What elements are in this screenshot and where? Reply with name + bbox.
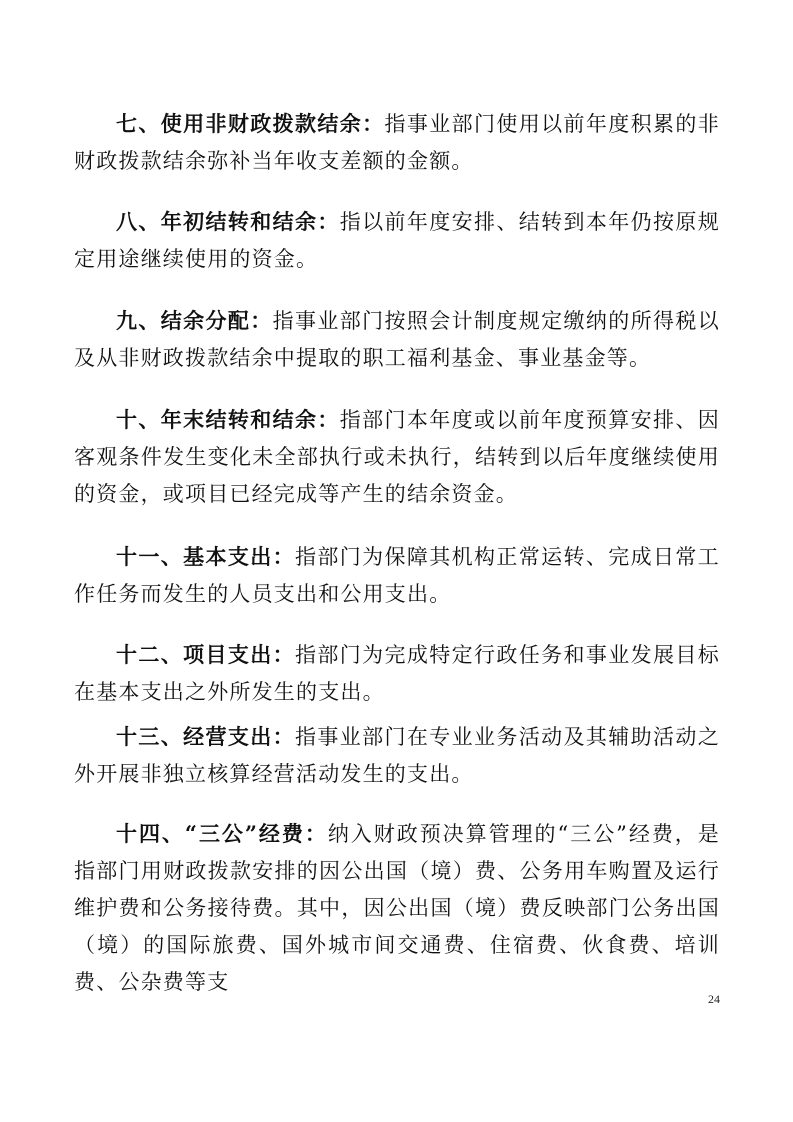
term-definition: 指部门为完成特定行政任务和事业发展目标在基本支出之外所发生的支出。	[74, 643, 720, 704]
paragraph-item-13	[74, 718, 720, 793]
term-heading: 十一、基本支出：	[116, 544, 296, 569]
term-definition: 指部门为保障其机构正常运转、完成日常工作任务而发生的人员支出和公用支出。	[74, 545, 720, 606]
paragraph-item-12	[74, 636, 720, 711]
term-heading: 十四、“三公”经费：	[116, 821, 328, 846]
term-definition: 指事业部门在专业业务活动及其辅助活动之外开展非独立核算经营活动发生的支出。	[74, 725, 720, 786]
term-definition: 指事业部门使用以前年度积累的非财政拨款结余弥补当年收支差额的金额。	[74, 112, 721, 173]
paragraph-item-11	[74, 538, 720, 613]
page-number: 24	[708, 992, 720, 1006]
term-definition: 指部门本年度或以前年度预算安排、因客观条件发生变化未全部执行或未执行，结转到以后年度继续使用的资金，或项目已经完成等产生的结余资金。	[74, 408, 721, 506]
term-heading: 十三、经营支出：	[116, 724, 296, 749]
term-heading: 十、年末结转和结余：	[116, 407, 340, 432]
term-heading: 八、年初结转和结余：	[116, 209, 340, 234]
paragraph-item-10	[74, 401, 720, 513]
term-definition: 纳入财政预决算管理的“三公”经费，是指部门用财政拨款安排的因公出国（境）费、公务用车购置及运行维护费和公务接待费。其中，因公出国（境）费反映部门公务出国（境）的国际旅费、国外城市间交通费、住宿费、伙食费、培训费、公杂费等支	[74, 822, 720, 994]
term-definition: 指事业部门按照会计制度规定缴纳的所得税以及从非财政拨款结余中提取的职工福利基金、事业基金等。	[74, 309, 720, 370]
paragraph-item-8	[74, 203, 720, 278]
paragraph-item-9	[74, 302, 720, 377]
term-heading: 十二、项目支出：	[116, 642, 296, 667]
term-heading: 九、结余分配：	[116, 308, 273, 333]
paragraph-item-7	[74, 105, 720, 180]
term-heading: 七、使用非财政拨款结余：	[116, 111, 385, 136]
paragraph-item-14	[74, 815, 720, 1001]
term-definition: 指以前年度安排、结转到本年仍按原规定用途继续使用的资金。	[74, 210, 721, 271]
